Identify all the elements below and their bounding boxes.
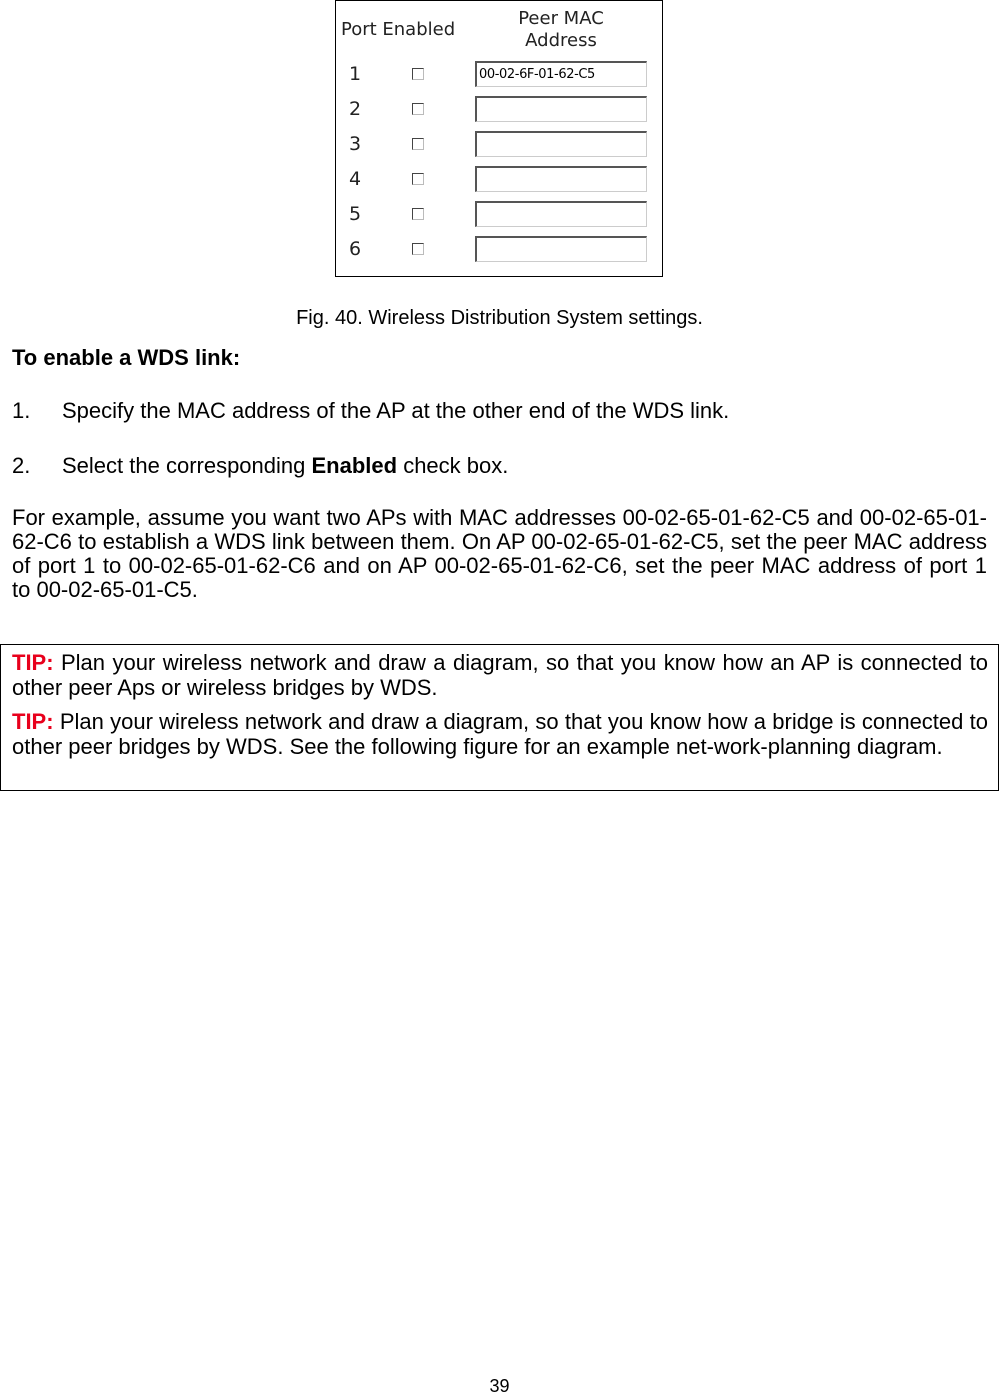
wds-row-3 (336, 131, 662, 161)
enabled-checkbox[interactable] (412, 103, 424, 115)
enabled-checkbox[interactable] (412, 68, 424, 80)
wds-row-2 (336, 96, 662, 126)
tip-1 (12, 650, 988, 700)
step-number: 1. (12, 398, 31, 423)
peer-mac-input[interactable] (475, 131, 647, 157)
step-text-before: Select the corresponding (62, 453, 312, 478)
port-number: 1 (349, 63, 362, 85)
step-text-after: check box. (397, 453, 509, 478)
enabled-checkbox[interactable] (412, 208, 424, 220)
port-number: 4 (349, 168, 362, 190)
enabled-term: Enabled (311, 453, 398, 478)
peer-mac-header: Peer MAC Address (518, 8, 604, 51)
wds-row-5 (336, 201, 662, 231)
wds-row-1 (336, 61, 662, 91)
peer-mac-input[interactable] (475, 201, 647, 227)
peer-mac-input[interactable] (475, 96, 647, 122)
wds-row-6 (336, 236, 662, 266)
step-number: 2. (12, 453, 31, 478)
step-2 (12, 453, 508, 479)
figure-caption: Fig. 40. Wireless Distribution System settings. (296, 307, 703, 329)
wds-settings-figure (335, 0, 663, 277)
enabled-checkbox[interactable] (412, 138, 424, 150)
peer-mac-input[interactable] (475, 61, 647, 87)
section-heading: To enable a WDS link: (12, 345, 241, 370)
page-number: 39 (489, 1376, 510, 1396)
tip-label: TIP: (12, 650, 54, 675)
port-number: 6 (349, 238, 362, 260)
example-paragraph: For example, assume you want two APs with MAC addresses 00-02-65-01-62-C5 and 00-02-65-01-62-C6 to establish a WDS link between them. On AP 00-02-65-01-62-C5, set the peer MAC address of port 1 to 00-02-65-01-62-C6 and on AP 00-02-65-01-62-C6, set the peer MAC address of port 1 to 00-02-65-01-C5. (12, 505, 987, 602)
port-number: 3 (349, 133, 362, 155)
enabled-checkbox[interactable] (412, 243, 424, 255)
enabled-checkbox[interactable] (412, 173, 424, 185)
wds-row-4 (336, 166, 662, 196)
peer-mac-input[interactable] (475, 236, 647, 262)
peer-mac-input[interactable] (475, 166, 647, 192)
tip-text: Plan your wireless network and draw a diagram, so that you know how a bridge is connected to other peer bridges by WDS. See the following figure for an example net-work-planning diagram. (12, 709, 988, 759)
tip-box (0, 644, 999, 791)
port-number: 2 (349, 98, 362, 120)
port-number: 5 (349, 203, 362, 225)
step-text: Specify the MAC address of the AP at the other end of the WDS link. (62, 398, 730, 423)
tip-label: TIP: (12, 709, 54, 734)
step-1 (12, 398, 729, 424)
tip-2 (12, 709, 988, 759)
port-enabled-header: Port Enabled (341, 19, 456, 40)
tip-text: Plan your wireless network and draw a diagram, so that you know how an AP is connected to other peer Aps or wireless bridges by WDS. (12, 650, 988, 700)
